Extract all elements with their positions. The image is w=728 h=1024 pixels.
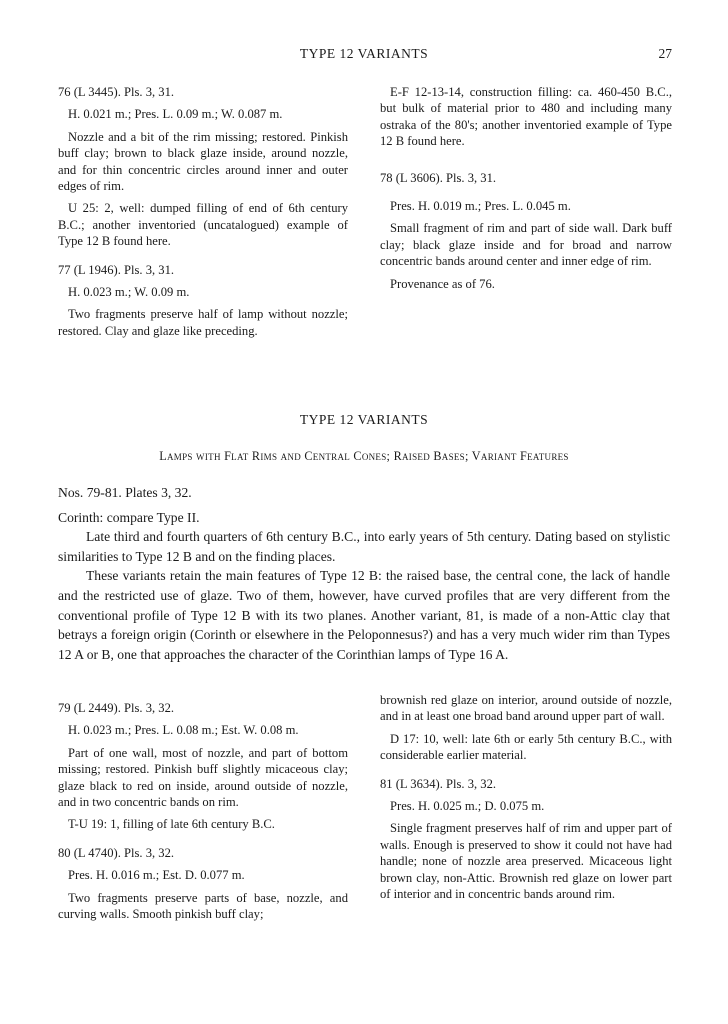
corinth-comparison: Corinth: compare Type II. (58, 509, 200, 525)
entry-81-dimensions: Pres. H. 0.025 m.; D. 0.075 m. (390, 799, 545, 814)
entry-78-provenance: Provenance as of 76. (390, 276, 495, 291)
section-subtitle: Lamps with Flat Rims and Central Cones; Raised Bases; Variant Features (159, 449, 569, 463)
entry-79-description: Part of one wall, most of nozzle, and part of bottom missing; restored. Pinkish buff slightly micaceous clay; glaze black to red on inside, around outside of nozzle, and in two concentric bands on rim. (58, 745, 348, 810)
variants-paragraph: These variants retain the main features of Type 12 B: the raised base, the central cone, the lack of handle and the restricted use of glaze. Two of them, however, have curved profiles that are very different from the conventional profile of Type 12 B with its two planes. Another variant, 81, is made of a non-Attic clay that betrays a foreign origin (Corinth or elsewhere in the Peloponnesus?) and has a very much wider rim than Types 12 A or B, one that approaches the character of the Corinthian lamps of Type 16 A. (58, 568, 670, 662)
entry-80-dimensions: Pres. H. 0.016 m.; Est. D. 0.077 m. (68, 868, 245, 883)
entry-78-dimensions: Pres. H. 0.019 m.; Pres. L. 0.045 m. (390, 199, 571, 214)
entry-76-provenance: U 25: 2, well: dumped filling of end of 6th century B.C.; another inventoried (uncatalogued) example of Type 12 B found here. (58, 201, 348, 249)
bottom-left-column (58, 700, 348, 922)
section-title: TYPE 12 VARIANTS (299, 412, 429, 427)
entry-79-provenance: T-U 19: 1, filling of late 6th century B.C. (68, 817, 275, 832)
catalogue-numbers: Nos. 79-81. Plates 3, 32. (58, 485, 192, 500)
entry-77-provenance-continued: E-F 12-13-14, construction filling: ca. 460-450 B.C., but bulk of material prior to 480 and including many ostraka of the 80's; another inventoried example of Type 12 B found here. (380, 85, 672, 149)
entry-78-description: Small fragment of rim and part of side wall. Dark buff clay; black glaze inside and for broad and narrow concentric bands around center and inner edge of rim. (380, 221, 672, 269)
entry-81-heading: 81 (L 3634). Pls. 3, 32. (380, 776, 497, 791)
entry-79-heading: 79 (L 2449). Pls. 3, 32. (58, 701, 175, 715)
entry-80-description-continued: brownish red glaze on interior, around outside of nozzle, and in at least one broad band around upper part of wall. (380, 693, 672, 724)
entry-76-description: Nozzle and a bit of the rim missing; restored. Pinkish buff clay; brown to black glaze inside, around nozzle, and for thin concentric circles around inner and outer edges of rim. (58, 129, 348, 194)
entry-77-heading: 77 (L 1946). Pls. 3, 31. (58, 262, 175, 277)
entry-80-provenance: D 17: 10, well: late 6th or early 5th century B.C., with considerable earlier material. (380, 731, 672, 763)
entry-81-description: Single fragment preserves half of rim and upper part of walls. Enough is preserved to show it could not have had handle; none of nozzle area preserved. Micaceous light brown clay, non-Attic. Brownish red glaze on lower part of interior and in concentric bands around rim. (380, 821, 672, 902)
entry-76-dimensions: H. 0.021 m.; Pres. L. 0.09 m.; W. 0.087 m. (68, 107, 283, 122)
top-left-column (58, 84, 348, 339)
entry-80-description: Two fragments preserve parts of base, nozzle, and curving walls. Smooth pinkish buff clay; (58, 890, 348, 922)
top-right-column (380, 84, 672, 292)
entry-77-dimensions: H. 0.023 m.; W. 0.09 m. (68, 285, 190, 300)
page-number: 27 (658, 46, 672, 61)
entry-77-description: Two fragments preserve half of lamp without nozzle; restored. Clay and glaze like preceding. (58, 307, 348, 338)
section-intro (58, 483, 670, 664)
dating-paragraph: Late third and fourth quarters of 6th century B.C., into early years of 5th century. Dating based on stylistic similarities to Type 12 B and on the finding places. (58, 529, 670, 564)
entry-80-heading: 80 (L 4740). Pls. 3, 32. (58, 845, 175, 860)
running-title: TYPE 12 VARIANTS (299, 46, 429, 61)
entry-76-heading: 76 (L 3445). Pls. 3, 31. (58, 85, 175, 99)
entry-79-dimensions: H. 0.023 m.; Pres. L. 0.08 m.; Est. W. 0.08 m. (68, 723, 299, 738)
entry-78-heading: 78 (L 3606). Pls. 3, 31. (380, 170, 497, 185)
bottom-right-column (380, 692, 672, 902)
